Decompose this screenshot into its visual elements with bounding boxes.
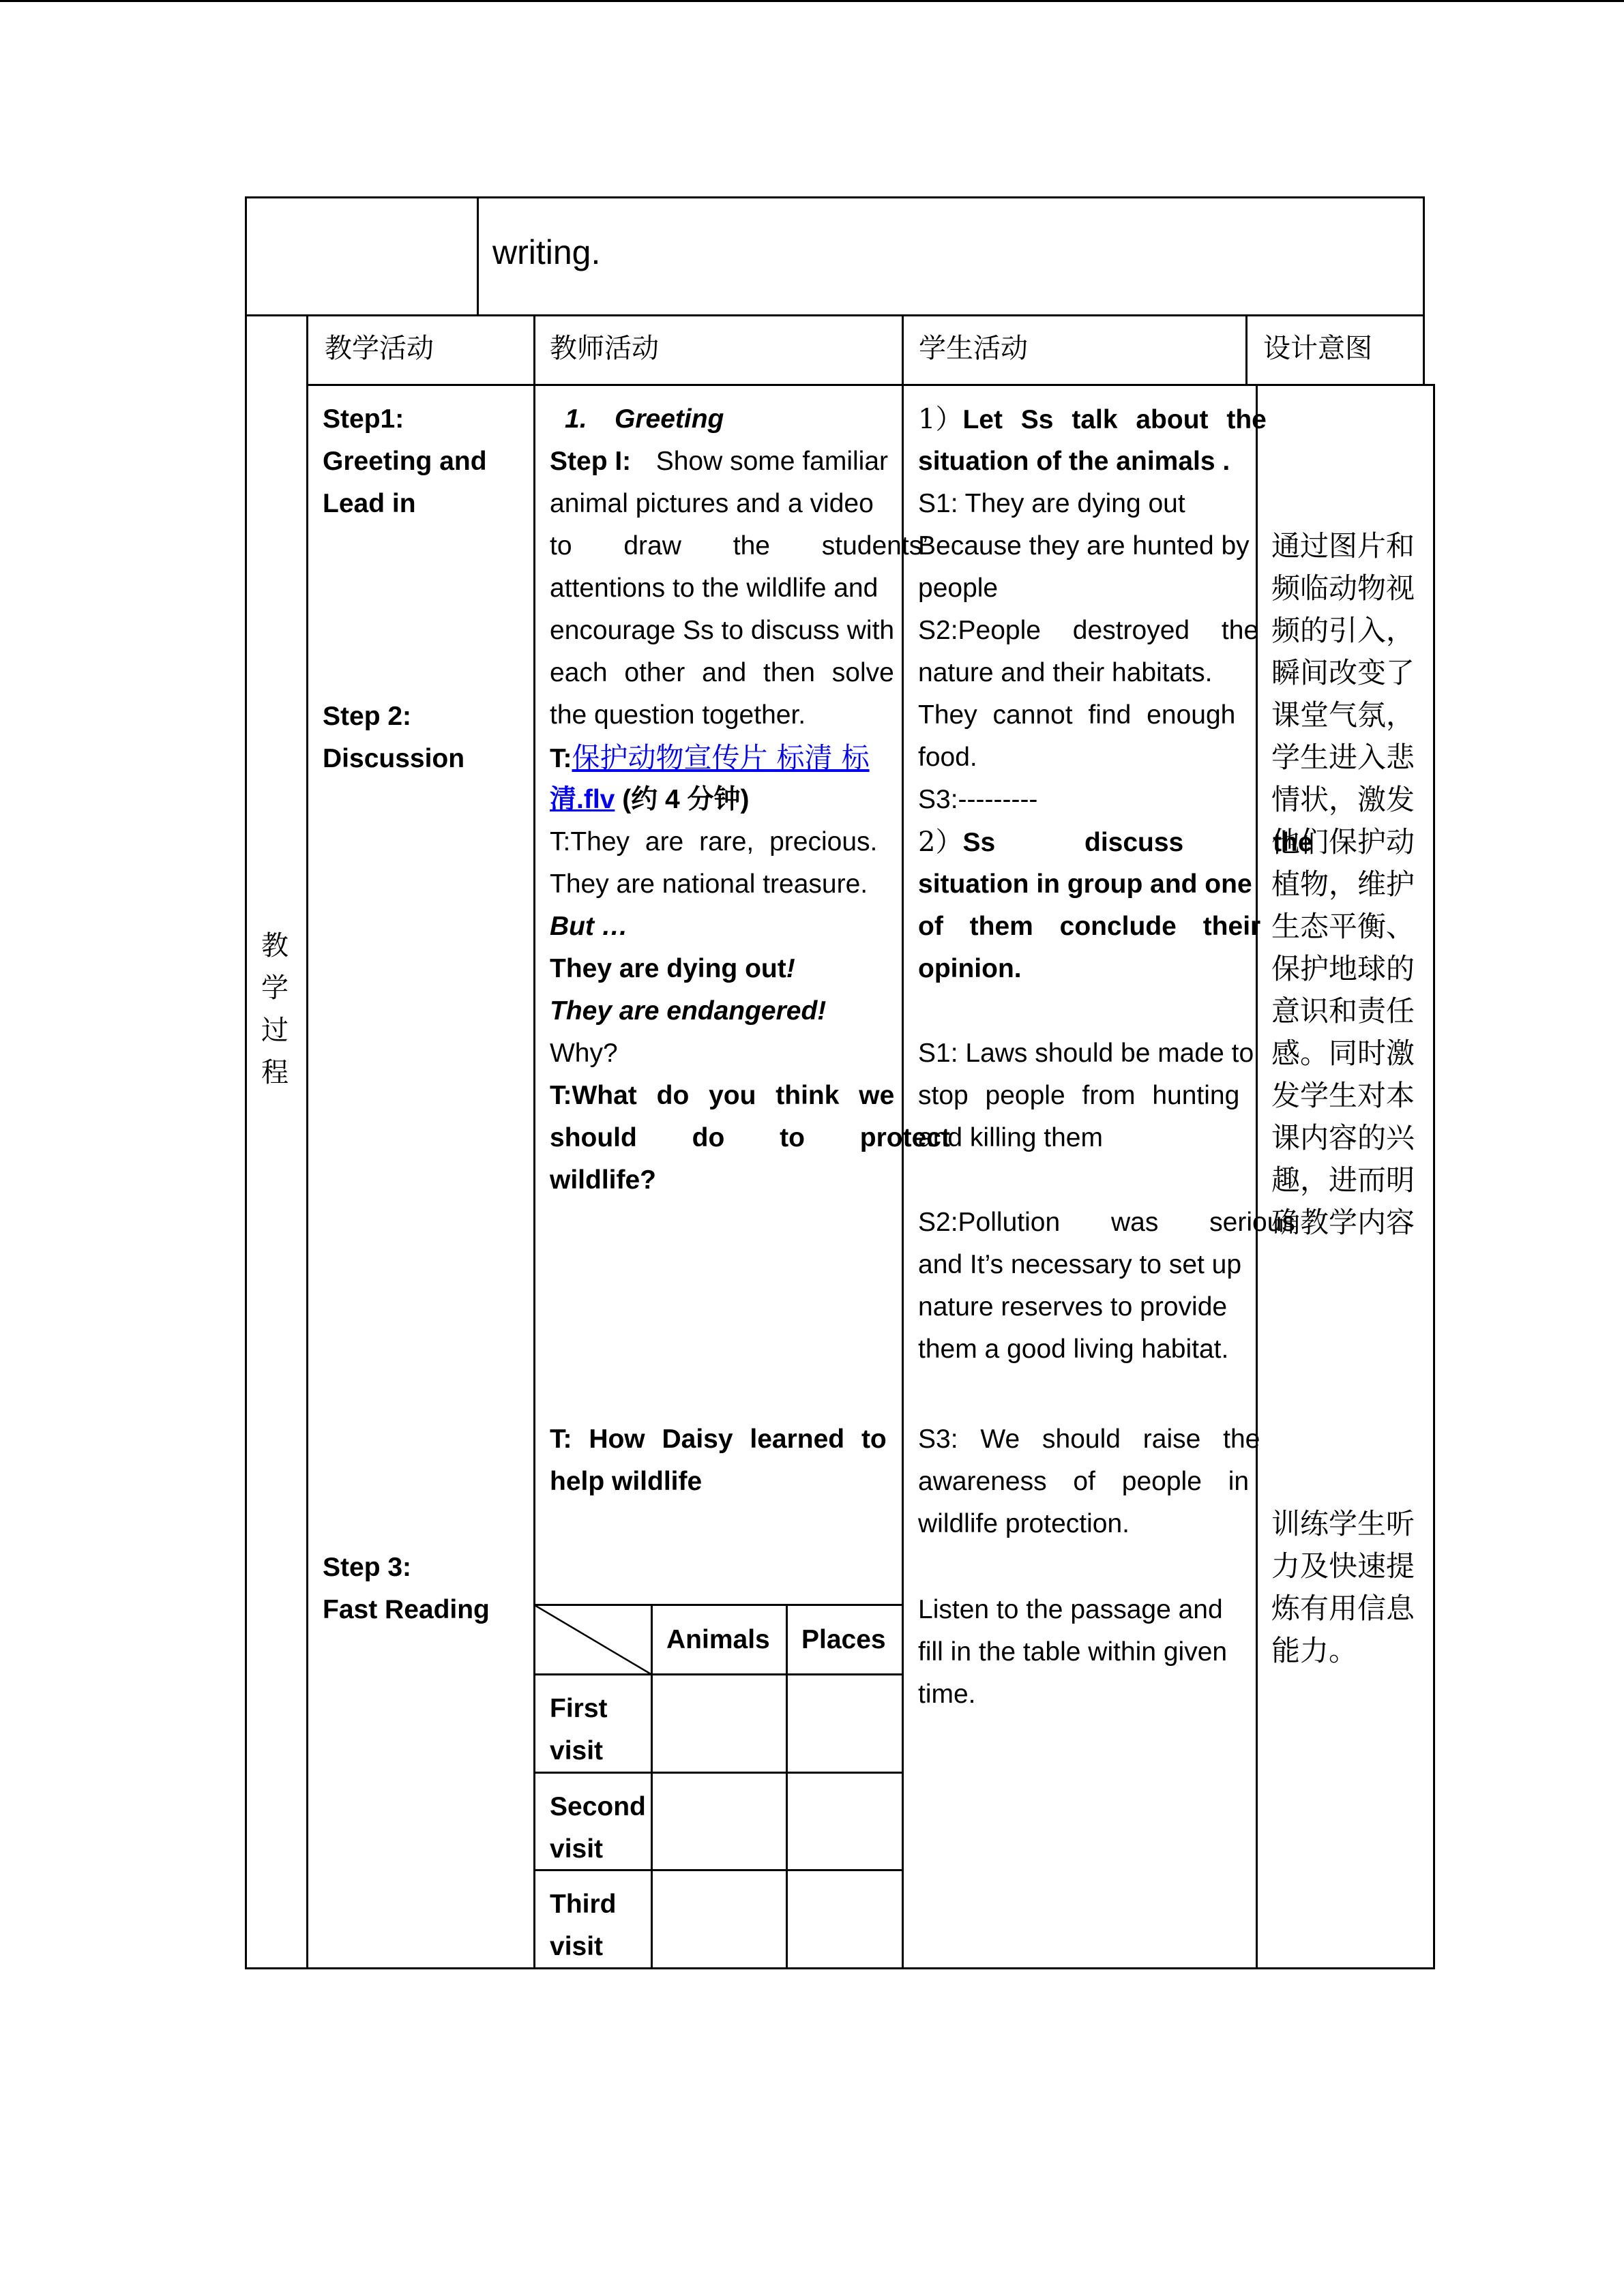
intent-line: 训练学生听 [1271,1507,1415,1540]
header-activity: 教学活动 [325,333,434,364]
student-task2-heading: 2）Ss discuss the [918,826,1313,858]
student-opinion: them a good living habitat. [918,1335,1229,1364]
intent-line: 频的引入， [1271,614,1415,647]
intent-line: 通过图片和 [1271,529,1415,563]
student-task1-heading: situation of the animals . [918,447,1230,476]
student-task2-heading: opinion. [918,954,1022,983]
visit-col-animals: Animals [666,1625,770,1654]
video-line-2: 清.flv (约 4 分钟) [550,785,750,814]
student-answer: S2:People destroyed the [918,616,1259,645]
intent-line: 炼有用信息 [1271,1592,1415,1625]
greeting-heading: Greeting [615,404,724,434]
intent-line: 发学生对本 [1271,1079,1415,1112]
student-answer: food. [918,743,977,772]
step2-name: Discussion [323,744,465,773]
step3-title: Step 3: [323,1553,412,1582]
teacher-but: But … [550,912,628,941]
intent-line: 确教学内容 [1271,1206,1415,1239]
student-opinion: S1: Laws should be made to [918,1039,1254,1068]
teacher-dying: They are dying out! [550,954,795,983]
step2-title: Step 2: [323,702,412,731]
side-label-char: 程 [261,1057,289,1088]
visit-row-label: visit [550,1736,604,1765]
intent-line: 保护地球的 [1271,952,1415,985]
intent-line: 他们保护动 [1271,825,1415,859]
header-student: 学生活动 [919,333,1028,364]
student-answer: Because they are hunted by [918,531,1250,561]
teacher-step1-line: to draw the students’ [550,531,928,561]
student-opinion: wildlife protection. [918,1509,1130,1538]
student-opinion: S2:Pollution was serious [918,1208,1295,1237]
student-answer: nature and their habitats. [918,658,1213,687]
student-answer: They cannot find enough [918,700,1236,730]
visit-row-label: Second [550,1792,646,1821]
student-answer: people [918,573,999,603]
teacher-step1-line: attentions to the wildlife and [550,573,879,603]
step3-name: Fast Reading [323,1595,490,1624]
student-task2-heading: of them conclude their [918,912,1261,941]
visit-row-label: First [550,1694,608,1723]
intent-line: 课内容的兴 [1271,1121,1415,1154]
visit-row-label: visit [550,1834,604,1864]
diagonal-header-line [535,1605,652,1675]
student-task1-heading: 1）Let Ss talk about the [918,404,1267,435]
intent-line: 感。同时激 [1271,1037,1415,1070]
teacher-why: Why? [550,1039,618,1068]
intent-line: 课堂气氛， [1271,698,1415,732]
intent-line: 意识和责任 [1271,994,1415,1028]
teacher-daisy: help wildlife [550,1467,703,1496]
side-label-char: 教 [261,930,289,961]
video-link[interactable]: 清.flv [550,785,615,814]
teacher-step1-line: each other and then solve [550,658,894,687]
intent-line: 趣，进而明 [1271,1163,1415,1197]
side-label-char: 学 [261,972,289,1004]
teacher-rare-line: They are national treasure. [550,869,868,899]
header-intent: 设计意图 [1263,333,1372,364]
teacher-step1-line: encourage Ss to discuss with [550,616,895,645]
teacher-rare-line: T:They are rare, precious. [550,827,878,856]
visit-row-label: visit [550,1932,604,1961]
intent-line: 植物，维护 [1271,867,1415,901]
visit-row-label: Third [550,1890,617,1919]
intent-line: 瞬间改变了 [1271,656,1415,689]
student-opinion: nature reserves to provide [918,1292,1228,1322]
student-opinion: awareness of people in [918,1467,1250,1496]
student-opinion: stop people from hunting [918,1081,1240,1110]
intent-line: 学生进入悲 [1271,741,1415,774]
teacher-daisy: T: How Daisy learned to [550,1425,887,1454]
student-opinion: S3: We should raise the [918,1425,1260,1454]
page-top-border [0,0,1624,2]
visit-col-places: Places [801,1625,886,1654]
header-teacher: 教师活动 [550,333,659,364]
student-task2-heading: situation in group and one [918,869,1252,899]
student-listen: fill in the table within given [918,1637,1228,1667]
teacher-endangered: They are endangered! [550,996,827,1026]
student-listen: Listen to the passage and [918,1595,1223,1624]
student-opinion: and It’s necessary to set up [918,1250,1242,1279]
student-listen: time. [918,1680,976,1709]
step1-name: Greeting and [323,447,487,476]
top-row-text: writing. [492,233,601,271]
teacher-question: wildlife? [550,1165,656,1195]
video-link[interactable]: 保护动物宣传片 标清 标 [572,741,870,774]
side-label-char: 过 [261,1015,289,1046]
intent-line: 情状，激发 [1271,783,1415,816]
intent-line: 生态平衡、 [1271,910,1415,943]
teacher-question: should do to protect [550,1123,950,1152]
intent-line: 力及快速提 [1271,1549,1415,1583]
step1-name: Lead in [323,489,416,518]
video-line: T:保护动物宣传片 标清 标 [550,741,870,774]
teacher-step1-line: animal pictures and a video [550,489,874,518]
intent-line: 频临动物视 [1271,571,1415,605]
step1-title: Step1: [323,404,404,434]
teacher-step1-line: the question together. [550,700,806,730]
intent-line: 能力。 [1271,1634,1358,1667]
teacher-question: T:What do you think we [550,1081,895,1110]
student-opinion: and killing them [918,1123,1103,1152]
teacher-step1-line: Step I: Show some familiar [550,447,888,476]
student-answer: S3:--------- [918,785,1038,814]
greeting-number: 1. [565,404,587,434]
student-answer: S1: They are dying out [918,489,1185,518]
